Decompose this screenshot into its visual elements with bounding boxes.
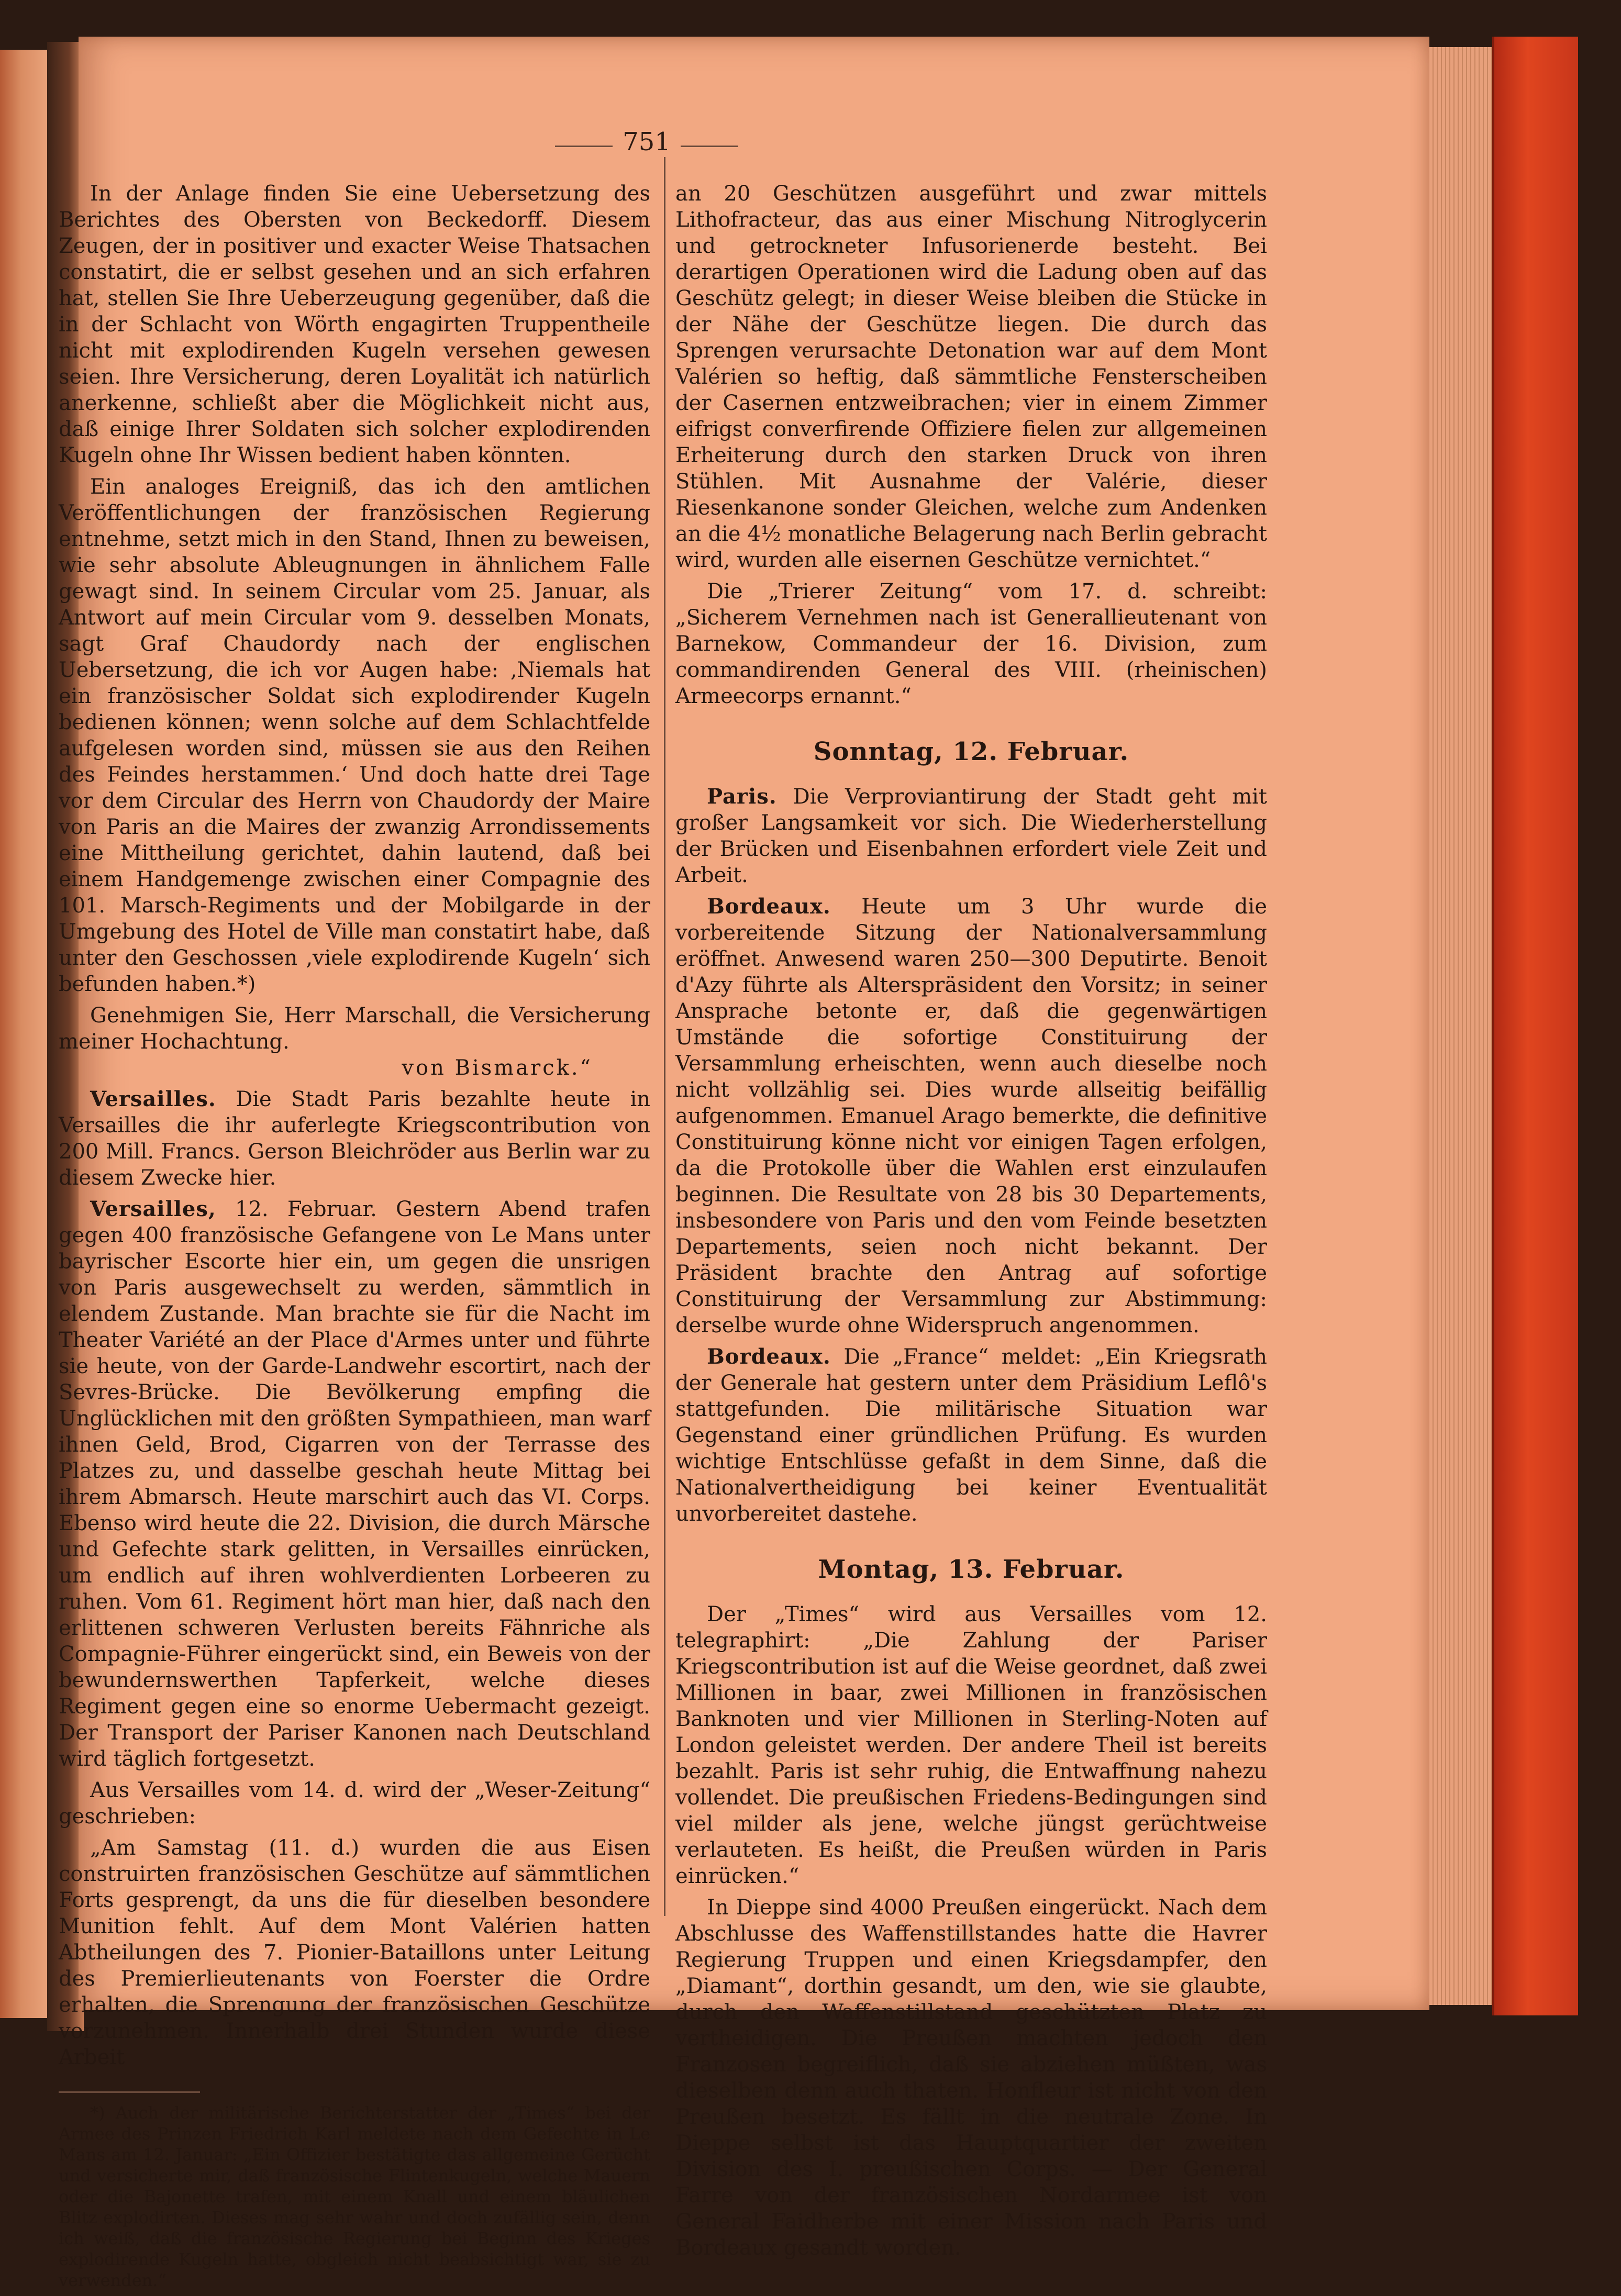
section-heading: Sonntag, 12. Februar. <box>813 737 1129 766</box>
page-stack-edge <box>1429 47 1492 2005</box>
footnote: *) Auch der militärische Berichterstatter der „Times“ bei der Armee des Prinzen Friedrich Karl meldete nach dem Gefechte in Le Mans am 12. Januar: „Ein Offizier bestätigte das allgemeine Gerücht und versicherte mir, daß französische Flintenkugeln, welche Mauern oder die Bajonette trafen, mit einem Knall und einem bläulichen Blitz explodirten. Dieses mag sehr wahr und doch zufällig sein, denn ich weiß, daß die französische Regierung bei Beginn des Krieges explodirende Kugeln hatte, obgleich nicht beabsichtigt war, sie zu verwenden.“ <box>59 2103 650 2290</box>
dateline-place: Bordeaux. <box>707 1344 831 1369</box>
page-number-rule-right <box>681 146 738 147</box>
paragraph: Ein analoges Ereigniß, das ich den amtlichen Veröffentlichungen der französischen Regierung entnehme, setzt mich in den Stand, Ihnen zu beweisen, wie sehr absolute Ableugnungen in ähnlichem Falle gewagt sind. In seinem Circular vom 25. Januar, als Antwort auf mein Circular vom 9. desselben Monats, sagt Graf Chaudordy nach der englischen Uebersetzung, die ich vor Augen habe: ‚Niemals hat ein französischer Soldat sich explodirender Kugeln bedienen können; wenn solche auf dem Schlachtfelde aufgelesen worden sind, müssen sie aus den Reihen des Feindes herstammen.‘ Und doch hatte drei Tage vor dem Circular des Herrn von Chaudordy der Maire von Paris an die Maires der zwanzig Arrondissements eine Mittheilung gerichtet, dahin lautend, daß bei einem Handgemenge zwischen einer Compagnie des 101. Marsch-Regiments und der Mobilgarde in der Umgebung des Hotel de Ville man constatirt habe, daß unter den Geschossen ‚viele explodirende Kugeln‘ sich befunden haben.*) <box>59 475 650 996</box>
footnote-rule <box>59 2091 200 2093</box>
dateline-place: Bordeaux. <box>707 894 831 919</box>
paragraph: an 20 Geschützen ausgeführt und zwar mittels Lithofracteur, das aus einer Mischung Nitroglycerin und getrockneter Infusorienerde besteht. Bei derartigen Operationen wird die Ladung oben auf das Geschütz gelegt; in dieser Weise bleiben die Stücke in der Nähe der Geschütze liegen. Die durch das Sprengen verursachte Detonation war auf dem Mont Valérien so heftig, daß sämmtliche Fensterscheiben der Casernen entzweibrachen; vier in einem Zimmer eifrigst converfirende Offiziere fielen zur allgemeinen Erheiterung durch den starken Druck von ihren Stühlen. Mit Ausnahme der Valérie, dieser Riesenkanone sonder Gleichen, welche zum Andenken an die 4½ monatliche Belagerung nach Berlin gebracht wird, wurden alle eisernen Geschütze vernichtet.“ <box>675 182 1267 572</box>
paragraph-text: Die Verproviantirung der Stadt geht mit großer Langsamkeit vor sich. Die Wiederherstellung der Brücken und Eisenbahnen erfordert viele Zeit und Arbeit. <box>675 785 1268 887</box>
left-column <box>59 181 650 2296</box>
dateline-place: Paris. <box>707 784 777 809</box>
paragraph: Die „Trierer Zeitung“ vom 17. d. schreibt: „Sicherem Vernehmen nach ist Generallieutenant von Barnekow, Commandeur der 16. Division, zum commandirenden General des VIII. (rheinischen) Armeecorps ernannt.“ <box>675 579 1267 708</box>
right-column <box>675 181 1267 2266</box>
paragraph: Der „Times“ wird aus Versailles vom 12. telegraphirt: „Die Zahlung der Pariser Kriegscontribution ist auf die Weise geordnet, daß zwei Millionen in baar, zwei Millionen in französischen Banknoten und vier Millionen in Sterling-Noten auf London geleistet werden. Der andere Theil ist bereits bezahlt. Paris ist sehr ruhig, die Entwaffnung nahezu vollendet. Die preußischen Friedens-Bedingungen sind viel milder als jene, welche jüngst gerüchtweise verlauteten. Es heißt, die Preußen würden in Paris einrücken.“ <box>675 1602 1267 1888</box>
facing-page-edge <box>0 50 50 2018</box>
paragraph <box>59 1086 650 1191</box>
closing-text: Genehmigen Sie, Herr Marschall, die Versicherung meiner Hochachtung. <box>59 1004 650 1054</box>
paragraph-text: Die Stadt Paris bezahlte heute in Versailles die ihr auferlegte Kriegscontribution von 200 Mill. Francs. Gerson Bleichröder aus Berlin war zu diesem Zwecke hier. <box>59 1087 650 1190</box>
dateline-place: Versailles. <box>90 1087 216 1111</box>
book-cover-edge <box>1492 37 1578 2015</box>
paragraph-text: 12. Februar. Gestern Abend trafen gegen 400 französische Gefangene von Le Mans unter bayrischer Escorte hier ein, um gegen die unsrigen von Paris ausgewechselt zu werden, sämmtlich in elendem Zustande. Man brachte sie für die Nacht im Theater Variété an der Place d'Armes unter und führte sie heute, von der Garde-Landwehr escortirt, nach der Sevres-Brücke. Die Bevölkerung empfing die Unglücklichen mit den größten Sympathieen, man warf ihnen Geld, Brod, Cigarren von der Terrasse des Platzes zu, und dasselbe geschah heute Mittag bei ihrem Abmarsch. Heute marschirt auch das VI. Corps. Ebenso wird heute die 22. Division, die durch Märsche und Gefechte stark gelitten, in Versailles einrücken, um endlich auf ihren wohlverdienten Lorbeeren zu ruhen. Vom 61. Regiment hört man hier, daß nach den erlittenen schweren Verlusten bereits Fähnriche als Compagnie-Führer eingerückt sind, ein Beweis von der bewundernswerthen Tapferkeit, welche dieses Regiment gegen eine so enorme Uebermacht gezeigt. Der Transport der Pariser Kanonen nach Deutschland wird täglich fortgesetzt. <box>59 1197 650 1771</box>
paragraph <box>675 1344 1267 1527</box>
paragraph <box>675 894 1267 1339</box>
signature: von Bismarck.“ <box>402 1056 593 1080</box>
section-heading: Montag, 13. Februar. <box>818 1555 1125 1584</box>
paragraph: In Dieppe sind 4000 Preußen eingerückt. Nach dem Abschlusse des Waffenstillstandes hatte die Havrer Regierung Truppen und einen Kriegsdampfer, den „Diamant“, dorthin gesandt, um den, wie sie glaubte, durch den Waffenstillstand geschützten Platz zu vertheidigen. Die Preußen machten jedoch den Franzosen begreiflich, daß sie abziehen müßten, was dieselben denn auch thaten. Honfleur ist nicht von den Preußen besetzt. Es fällt in die neutrale Zone. In Dieppe selbst ist das Hauptquartier der zweiten Division des I. preußischen Corps. — Der General Farre von der französischen Nordarmee ist von General Faidherbe mit einer Mission nach Paris und Bordeaux gesandt worden. <box>675 1896 1267 2260</box>
paragraph-text: Heute um 3 Uhr wurde die vorbereitende Sitzung der Nationalversammlung eröffnet. Anwesend waren 250—300 Deputirte. Benoit d'Azy führte als Alterspräsident den Vorsitz; in seiner Ansprache betonte er, daß die gegenwärtigen Umstände die sofortige Constituirung der Versammlung erheischten, wenn auch dieselbe noch nicht vollzählig sei. Dies wurde allseitig beifällig aufgenommen. Emanuel Arago bemerkte, die definitive Constituirung könne nicht vor einigen Tagen erfolgen, da die Protokolle über die Wahlen erst einzulaufen beginnen. Die Resultate von 28 bis 30 Departements, insbesondere von Paris und den vom Feinde besetzten Departements, seien noch nicht bekannt. Der Präsident brachte den Antrag auf sofortige Constituirung der Versammlung zur Abstimmung: derselbe wurde ohne Widerspruch angenommen. <box>675 895 1267 1338</box>
page-number: 751 <box>623 127 671 157</box>
column-divider <box>664 157 665 1916</box>
dateline-place: Versailles, <box>90 1197 216 1221</box>
paragraph: Aus Versailles vom 14. d. wird der „Weser-Zeitung“ geschrieben: <box>59 1778 650 1829</box>
paragraph: „Am Samstag (11. d.) wurden die aus Eisen construirten französischen Geschütze auf sämmtlichen Forts gesprengt, da uns die für dieselben besondere Munition fehlt. Auf dem Mont Valérien hatten Abtheilungen des 7. Pionier-Bataillons unter Leitung des Premierlieutenants von Foerster die Ordre erhalten, die Sprengung der französischen Geschütze vorzunehmen. Innerhalb drei Stunden wurde diese Arbeit <box>59 1836 650 2069</box>
paragraph <box>675 784 1267 888</box>
page-number-rule-left <box>555 146 613 147</box>
paragraph: In der Anlage finden Sie eine Uebersetzung des Berichtes des Obersten von Beckedorff. Diesem Zeugen, der in positiver und exacter Weise Thatsachen constatirt, die er selbst gesehen und an sich erfahren hat, stellen Sie Ihre Ueberzeugung gegenüber, daß die in der Schlacht von Wörth engagirten Truppentheile nicht mit explodirenden Kugeln versehen gewesen seien. Ihre Versicherung, deren Loyalität ich natürlich anerkenne, schließt aber die Möglichkeit nicht aus, daß einige Ihrer Soldaten sich solcher explodirenden Kugeln ohne Ihr Wissen bedient haben könnten. <box>59 182 650 467</box>
paragraph <box>59 1196 650 1772</box>
paragraph <box>59 1002 650 1081</box>
paragraph-text: Die „France“ meldet: „Ein Kriegsrath der Generale hat gestern unter dem Präsidium Leflô's stattgefunden. Die militärische Situation war Gegenstand einer gründlichen Prüfung. Es wurden wichtige Entschlüsse gefaßt in dem Sinne, daß die Nationalvertheidigung bei keiner Eventualität unvorbereitet dastehe. <box>675 1345 1267 1526</box>
